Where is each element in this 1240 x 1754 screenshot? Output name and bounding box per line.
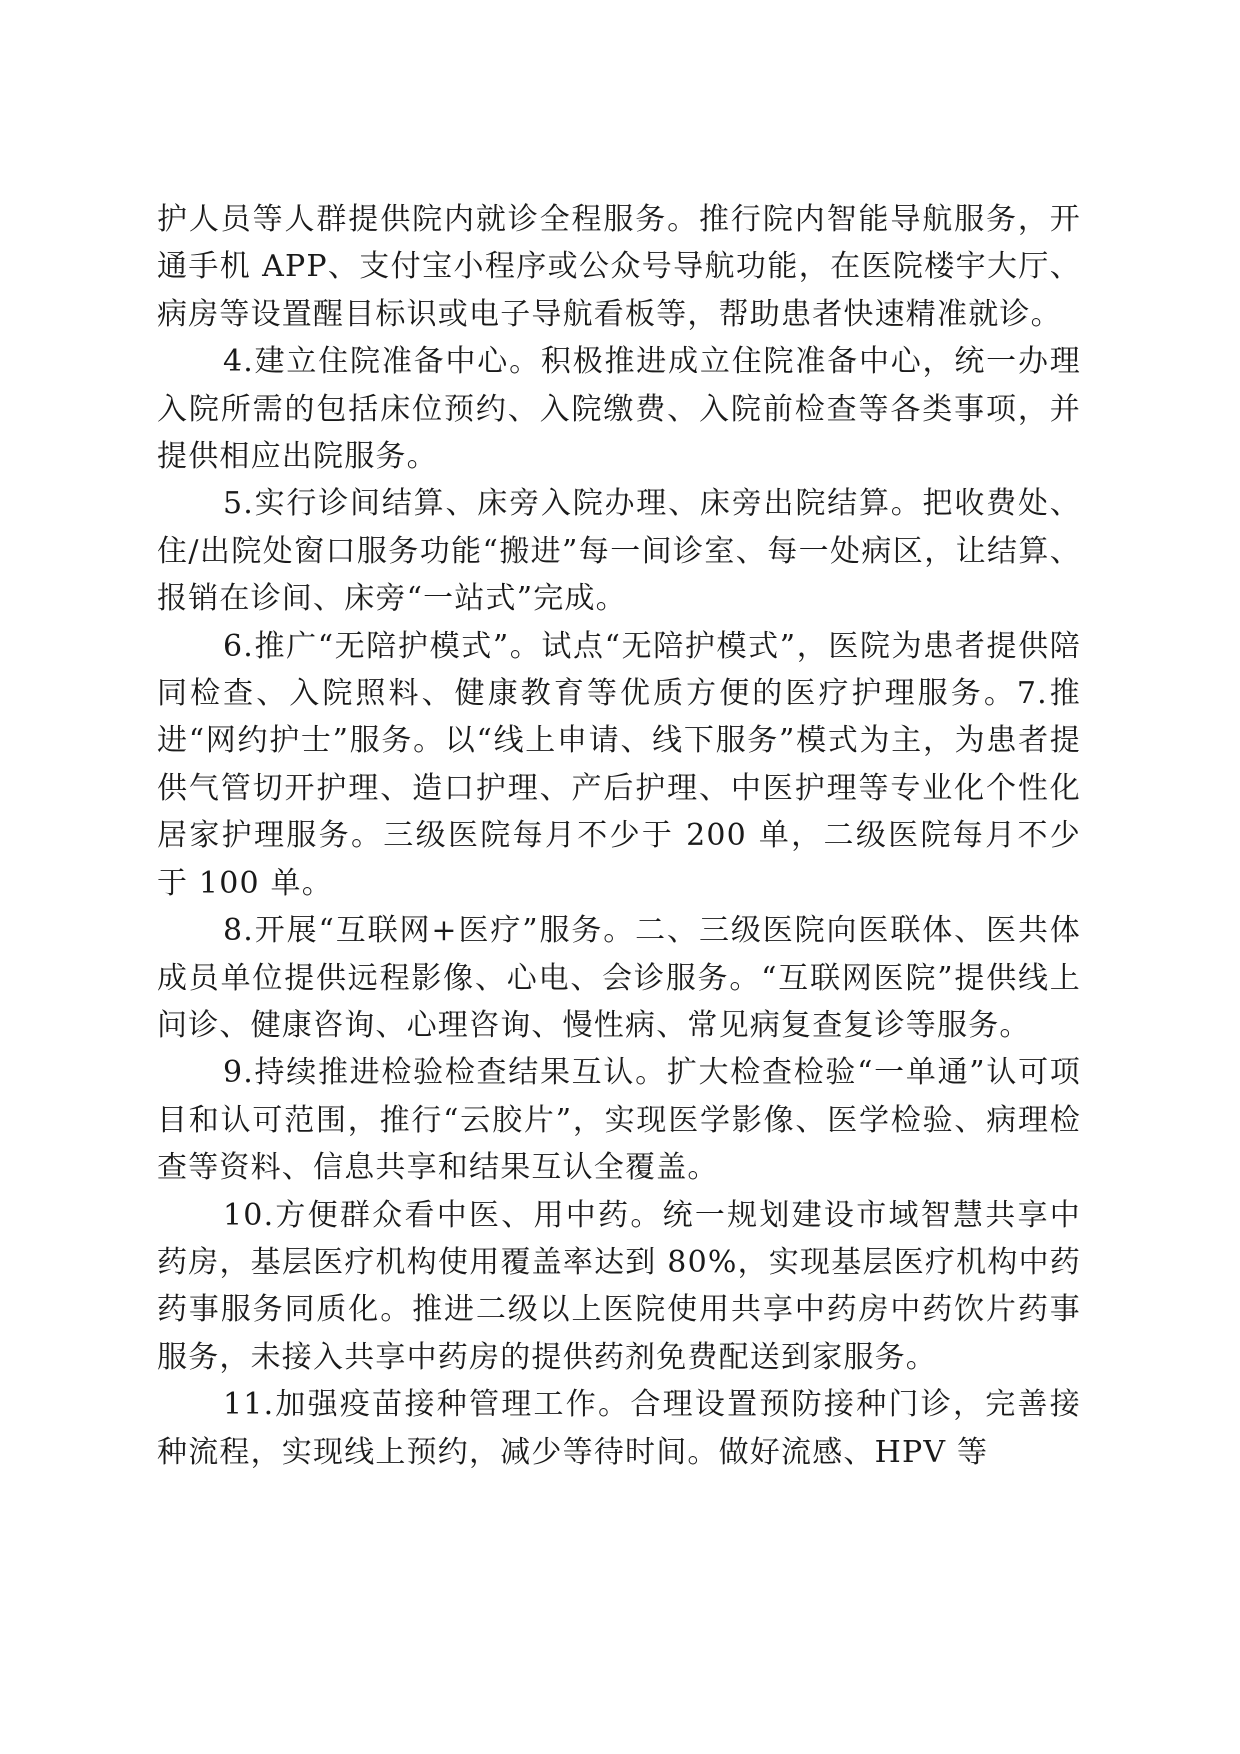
paragraph-item-10: 10.方便群众看中医、用中药。统一规划建设市域智慧共享中药房，基层医疗机构使用覆盖率达到 80%，实现基层医疗机构中药药事服务同质化。推进二级以上医院使用共享中药房中药饮片药事服务，未接入共享中药房的提供药剂免费配送到家服务。 xyxy=(157,1197,1081,1375)
document-body xyxy=(157,196,1081,1476)
paragraph-guidance-services: 护人员等人群提供院内就诊全程服务。推行院内智能导航服务，开通手机 APP、支付宝小程序或公众号导航功能，在医院楼宇大厅、病房等设置醒目标识或电子导航看板等，帮助患者快速精准就诊。 xyxy=(157,202,1081,332)
paragraph-item-5: 5.实行诊间结算、床旁入院办理、床旁出院结算。把收费处、住/出院处窗口服务功能“搬进”每一间诊室、每一处病区，让结算、报销在诊间、床旁“一站式”完成。 xyxy=(157,486,1081,617)
paragraph-item-6-7: 6.推广“无陪护模式”。试点“无陪护模式”，医院为患者提供陪同检查、入院照料、健康教育等优质方便的医疗护理服务。7.推进“网约护士”服务。以“线上申请、线下服务”模式为主，为患者提供气管切开护理、造口护理、产后护理、中医护理等专业化个性化居家护理服务。三级医院每月不少于 200 单，二级医院每月不少于 100 单。 xyxy=(157,628,1081,901)
paragraph-item-8: 8.开展“互联网+医疗”服务。二、三级医院向医联体、医共体成员单位提供远程影像、心电、会诊服务。“互联网医院”提供线上问诊、健康咨询、心理咨询、慢性病、常见病复查复诊等服务。 xyxy=(157,913,1081,1043)
paragraph-item-9: 9.持续推进检验检查结果互认。扩大检查检验“一单通”认可项目和认可范围，推行“云胶片”，实现医学影像、医学检验、病理检查等资料、信息共享和结果互认全覆盖。 xyxy=(157,1055,1081,1186)
paragraph-item-4: 4.建立住院准备中心。积极推进成立住院准备中心，统一办理入院所需的包括床位预约、入院缴费、入院前检查等各类事项，并提供相应出院服务。 xyxy=(157,344,1081,475)
paragraph-item-11: 11.加强疫苗接种管理工作。合理设置预防接种门诊，完善接种流程，实现线上预约，减少等待时间。做好流感、HPV 等 xyxy=(157,1387,1081,1470)
